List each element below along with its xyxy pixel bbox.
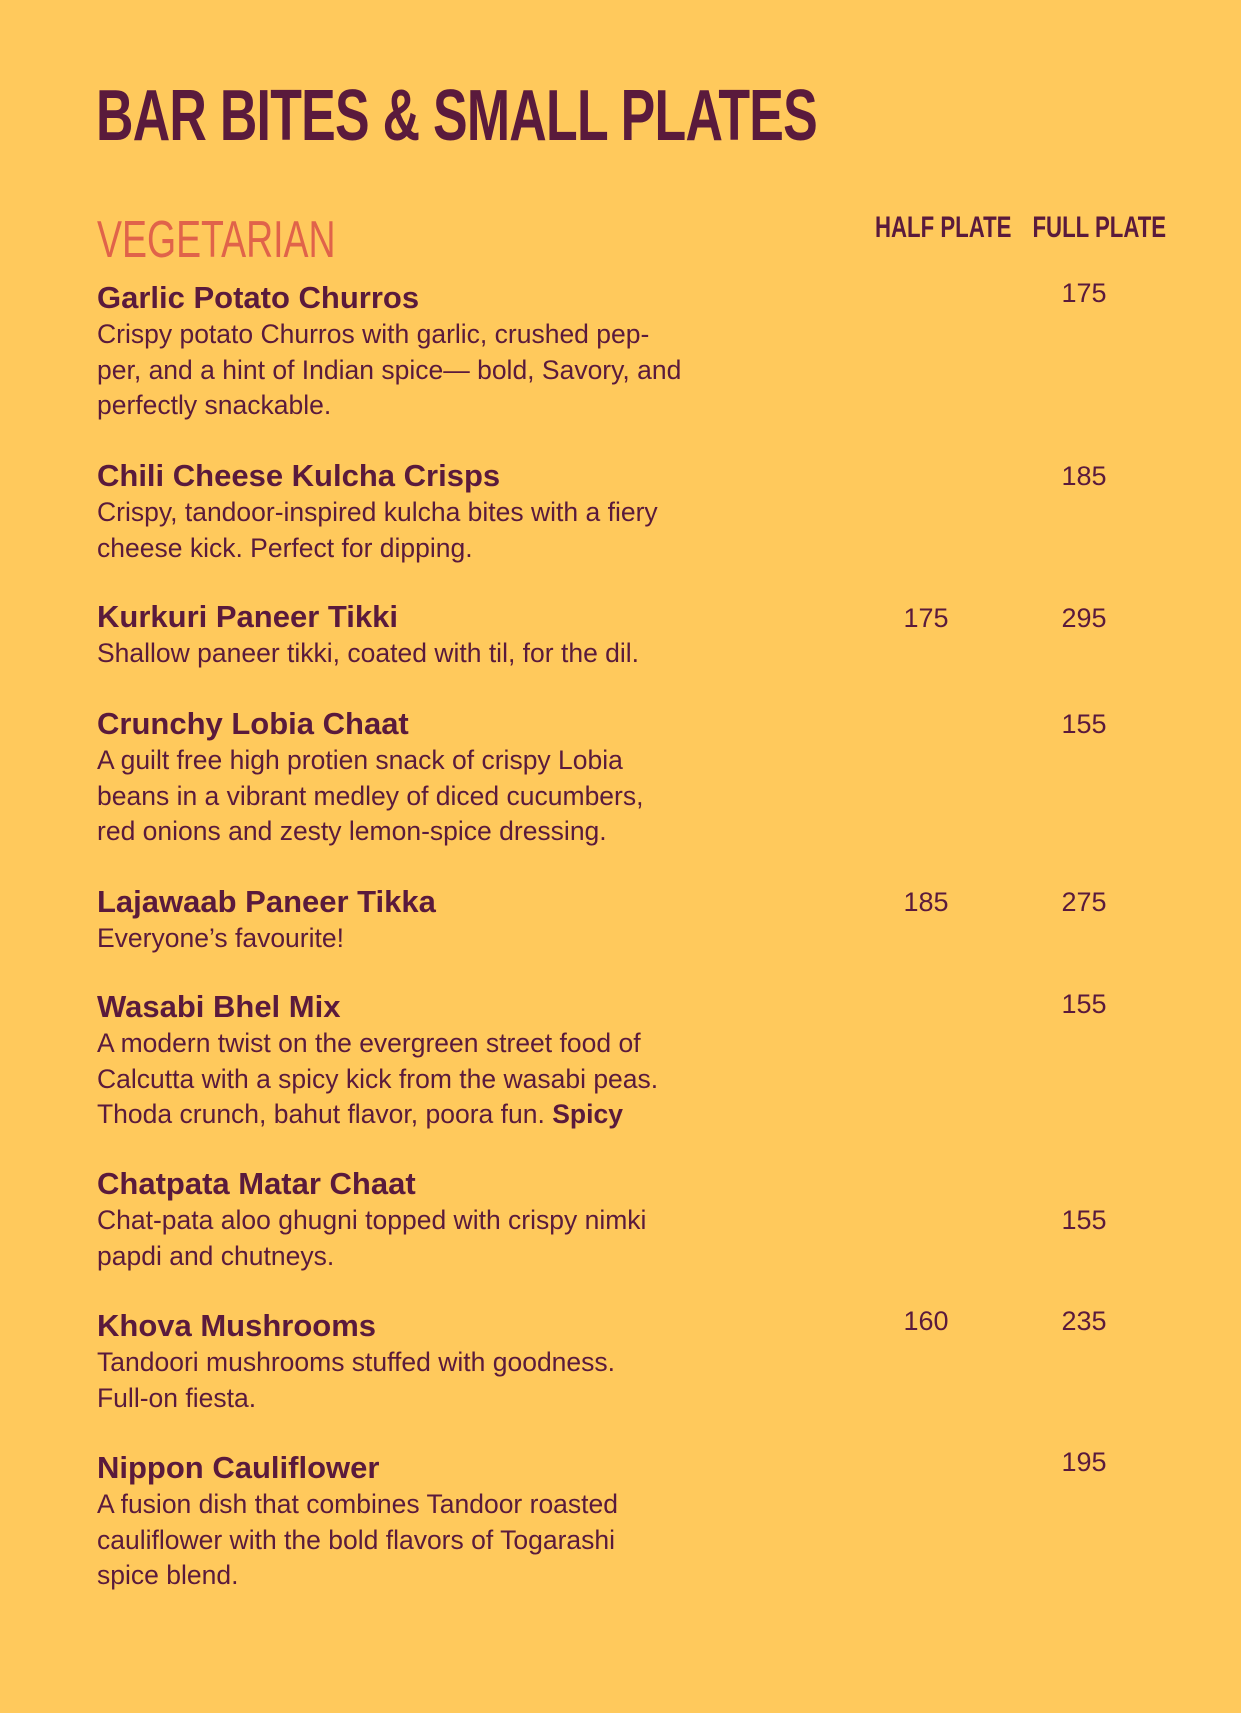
description-line: A guilt free high protien snack of crispy Lobia <box>97 745 623 775</box>
description-line: red onions and zesty lemon-spice dressing. <box>97 816 607 846</box>
description-line: beans in a vibrant medley of diced cucumbers, <box>97 780 644 811</box>
description-line-text: Thoda crunch, bahut flavor, poora fun. <box>97 1099 545 1129</box>
item-description <box>97 743 737 850</box>
item-description <box>97 1487 737 1594</box>
item-name: Crunchy Lobia Chaat <box>97 706 409 741</box>
item-name: Nippon Cauliflower <box>97 1450 380 1485</box>
item-description <box>97 1345 737 1416</box>
description-line: Full-on fiesta. <box>97 1382 257 1413</box>
price-full: 155 <box>1061 709 1107 739</box>
menu-item <box>97 1165 1197 1274</box>
item-name: Chatpata Matar Chaat <box>97 1166 416 1201</box>
half-plate-header: HALF PLATE <box>874 211 1012 244</box>
description-line: spice blend. <box>97 1560 239 1590</box>
description-line: Tandoori mushrooms stuffed with goodness. <box>97 1347 616 1377</box>
item-name: Kurkuri Paneer Tikki <box>97 599 398 634</box>
description-line: Chat-pata aloo ghugni topped with crispy nimki <box>97 1205 647 1235</box>
item-description <box>97 1203 737 1274</box>
description-line: A modern twist on the evergreen street food of <box>97 1028 641 1058</box>
menu-item <box>97 279 1197 424</box>
price-full: 185 <box>1061 461 1107 491</box>
price-full: 155 <box>1061 989 1107 1019</box>
description-line: Everyone’s favourite! <box>97 923 344 953</box>
menu-item <box>97 988 1197 1133</box>
menu-item <box>97 598 1197 672</box>
item-description <box>97 1026 737 1133</box>
item-name: Lajawaab Paneer Tikka <box>97 884 436 919</box>
item-description <box>97 495 737 566</box>
price-full: 275 <box>1061 887 1107 917</box>
page-title: BAR BITES & SMALL PLATES <box>96 76 817 156</box>
menu-item <box>97 457 1197 566</box>
description-line: perfectly snackable. <box>97 390 332 420</box>
section-title-vegetarian: VEGETARIAN <box>97 211 336 269</box>
price-full: 175 <box>1061 278 1107 308</box>
description-line: cauliflower with the bold flavors of Togarashi <box>97 1524 616 1555</box>
price-half: 175 <box>903 603 949 633</box>
price-half: 185 <box>903 887 949 917</box>
description-line: A fusion dish that combines Tandoor roasted <box>97 1489 619 1519</box>
menu-item <box>97 1449 1197 1594</box>
price-half: 160 <box>903 1306 949 1336</box>
spicy-tag: Spicy <box>552 1099 623 1129</box>
description-line: Crispy potato Churros with garlic, crushed pep- <box>97 319 650 349</box>
menu-item <box>97 1307 1197 1416</box>
item-name: Chili Cheese Kulcha Crisps <box>97 458 501 493</box>
description-line: per, and a hint of Indian spice— bold, Savory, and <box>97 354 682 385</box>
description-line: cheese kick. Perfect for dipping. <box>97 532 473 563</box>
menu-item <box>97 883 1197 957</box>
item-name: Garlic Potato Churros <box>97 280 420 315</box>
item-description <box>97 636 737 672</box>
full-plate-header: FULL PLATE <box>1032 211 1167 244</box>
description-line: Calcutta with a spicy kick from the wasabi peas. <box>97 1063 659 1094</box>
description-line: Crispy, tandoor-inspired kulcha bites with a fiery <box>97 497 658 527</box>
menu-item <box>97 705 1197 850</box>
price-full: 195 <box>1061 1447 1107 1477</box>
item-description <box>97 317 737 424</box>
description-line: Shallow paneer tikki, coated with til, for the dil. <box>97 638 640 668</box>
price-full: 155 <box>1061 1205 1107 1235</box>
price-full: 295 <box>1061 603 1107 633</box>
price-full: 235 <box>1061 1306 1107 1336</box>
item-name: Wasabi Bhel Mix <box>97 989 341 1024</box>
item-name: Khova Mushrooms <box>97 1308 377 1343</box>
description-line <box>97 1097 737 1133</box>
description-line: papdi and chutneys. <box>97 1240 335 1271</box>
item-description <box>97 921 737 957</box>
